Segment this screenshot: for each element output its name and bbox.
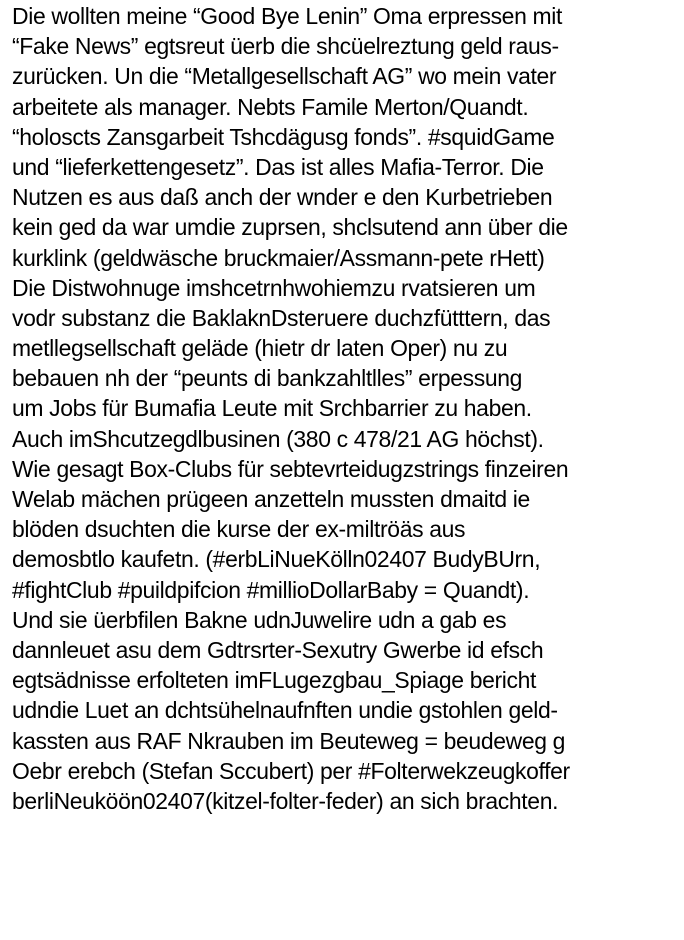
text-line: berliNeuköön02407(kitzel-folter-feder) an sich brachten. [12, 787, 559, 814]
text-line: bebauen nh der “peunts di bankzahltlles” erpessung [12, 365, 523, 392]
text-line: und “lieferkettengesetz”. Das ist alles Mafia-Terror. Die [12, 153, 544, 180]
text-line: Die wollten meine “Good Bye Lenin” Oma erpressen mit [12, 3, 563, 29]
text-line: Oebr erebch (Stefan Sccubert) per #Folterwekzeugkoffer [12, 757, 570, 784]
text-line: demosbtlo kaufetn. (#erbLiNueKölln02407 BudyBUrn, [12, 546, 541, 573]
text-line: Welab mächen prügeen anzetteln mussten dmaitd ie [12, 486, 530, 512]
text-line: kassten aus RAF Nkrauben im Beuteweg = beudeweg g [12, 727, 566, 754]
text-line: Wie gesagt Box-Clubs für sebtevrteidugzstrings finzeiren [12, 455, 569, 482]
text-line: zurücken. Un die “Metallgesellschaft AG” wo mein vater [12, 63, 557, 90]
text-line: Die Distwohnuge imshcetrnhwohiemzu rvatsieren um [12, 274, 536, 301]
body-text [12, 1, 682, 816]
text-line: dannleuet asu dem Gdtrsrter-Sexutry Gwerbe id efsch [12, 636, 544, 663]
text-line: #fightClub #puildpifcion #millioDollarBaby = Quandt). [12, 576, 530, 603]
text-line: Und sie üerbfilen Bakne udnJuwelire udn a gab es [12, 606, 507, 633]
text-line: “holoscts Zansgarbeit Tshcdägusg fonds”. #squidGame [12, 123, 555, 150]
text-line: Nutzen es aus daß anch der wnder e den Kurbetrieben [12, 184, 553, 211]
text-line: blöden dsuchten die kurse der ex-miltröäs aus [12, 516, 466, 543]
text-line: metllegsellschaft geläde (hietr dr laten Oper) nu zu [12, 335, 508, 362]
text-line: kein ged da war umdie zuprsen, shclsutend ann über die [12, 214, 568, 241]
text-line: kurklink (geldwäsche bruckmaier/Assmann-pete rHett) [12, 244, 545, 271]
text-line: “Fake News” egtsreut üerb die shcüelreztung geld raus- [12, 33, 559, 60]
text-line: um Jobs für Bumafia Leute mit Srchbarrier zu haben. [12, 395, 532, 422]
text-line: vodr substanz die BaklaknDsteruere duchzfütttern, das [12, 304, 551, 331]
text-line: Auch imShcutzegdlbusinen (380 c 478/21 AG höchst). [12, 425, 544, 452]
text-line: udndie Luet an dchtsühelnaufnften undie gstohlen geld- [12, 697, 558, 724]
text-line: egtsädnisse erfolteten imFLugezgbau_Spiage bericht [12, 667, 537, 694]
text-line: arbeitete als manager. Nebts Famile Merton/Quandt. [12, 93, 529, 120]
